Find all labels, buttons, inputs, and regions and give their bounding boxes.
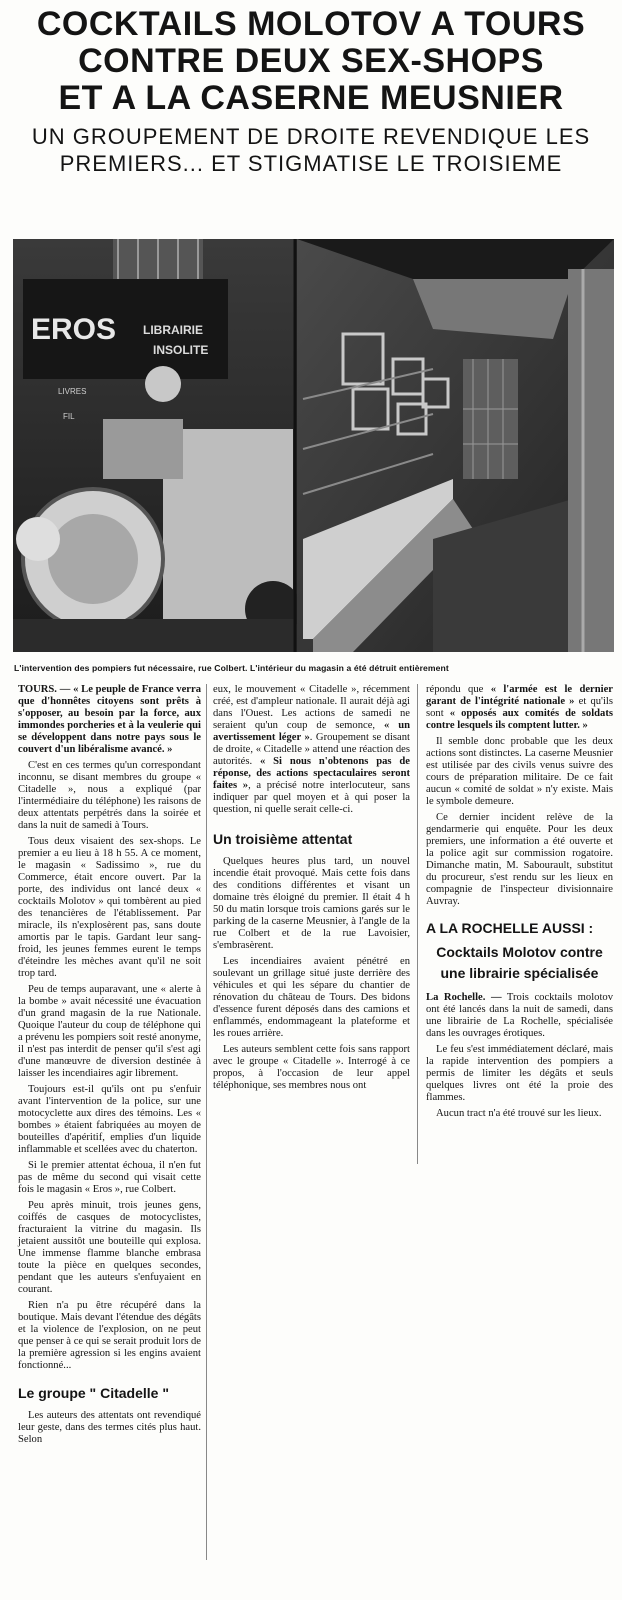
paragraph: Ce dernier incident relève de la gendarmerie qui enquête. Pour les deux premiers, une information a été ouverte et la police agit sur commission rogatoire. Dimanche matin, M. Sabourault, substitut du procureur, s'est rendu sur les lieux en compagnie de l'inspecteur divisionnaire Auvray.: [426, 812, 613, 907]
bold-quote: « l'armée est le dernier garant de l'intégrité nationale »: [426, 684, 613, 707]
article-column-1: [18, 684, 201, 1450]
subhead-line-2: PREMIERS... ET STIGMATISE LE TROISIEME: [59, 151, 563, 176]
headline-line-1: COCKTAILS MOLOTOV A TOURS: [36, 5, 586, 43]
news-photo: [13, 239, 614, 652]
text-run: , a précisé notre interlocuteur, sans indiquer par quel moyen et à qui poser la question, ni quelle serait celle-ci.: [213, 780, 410, 815]
paragraph: [18, 684, 201, 756]
paragraph: Les auteurs semblent cette fois sans rapport avec le groupe « Citadelle ». Interrogé à ce propos, à l'occasion de leur appel téléphonique, ses membres nous ont: [213, 1044, 410, 1091]
text-run: et qu'ils sont: [426, 696, 613, 719]
sign-livres: LIVRES: [58, 387, 87, 396]
subhead-line-1: UN GROUPEMENT DE DROITE REVENDIQUE LES: [31, 124, 591, 149]
column-divider: [417, 684, 418, 1164]
paragraph: [426, 684, 613, 732]
paragraph: Il semble donc probable que les deux actions sont distinctes. La caserne Meusnier est utilisée par des civils venus suivre des cours de préparation militaire. De ce fait aucun « comité de soldat » n'y existe. Mais le symbole demeure.: [426, 736, 613, 807]
text-run: . Groupement se disant de droite, « Citadelle » attend une réaction des autorités.: [213, 732, 410, 767]
paragraph: Les auteurs des attentats ont revendiqué leur geste, dans des termes cités plus haut. Selon: [18, 1410, 201, 1445]
photo-illustration: [13, 239, 614, 652]
paragraph: Aucun tract n'a été trouvé sur les lieux.: [436, 1108, 602, 1119]
text-run: répondu que: [426, 684, 484, 695]
paragraph: Peu après minuit, trois jeunes gens, coiffés de casques de motocyclistes, fracturaient la vitrine du magasin. Ils jetaient aussitôt une bouteille qui explosa. Une immense flamme blanche embrasa toute la pièce en quelques secondes, pendant que les auteurs s'enfuyaient en courant.: [18, 1200, 201, 1295]
paragraph: [213, 684, 410, 816]
bold-quote: « un avertissement léger »: [213, 720, 411, 743]
headline: [0, 0, 622, 117]
sign-insolite: INSOLITE: [153, 343, 209, 357]
paragraph: Quelques heures plus tard, un nouvel incendie était provoqué. Mais cette fois dans des conditions différentes et visant un domaine très éloigné du premier. Il était 4 h 50 du matin lorsque trois camions garés sur le parking de la caserne Meusnier, à l'angle de la rue Colbert et de la rue Lavoisier, s'embrasèrent.: [213, 856, 410, 951]
paragraph: [426, 992, 613, 1040]
bold-quote: « Si nous n'obtenons pas de réponse, des actions spectaculaires seront faites »: [213, 756, 410, 791]
headline-line-2: CONTRE DEUX SEX-SHOPS: [78, 42, 544, 80]
paragraph: Si le premier attentat échoua, il n'en fut pas de même du second qui visait cette fois le magasin « Eros », rue Colbert.: [18, 1160, 201, 1195]
paragraph: Peu de temps auparavant, une « alerte à la bombe » avait nécessité une évacuation d'un grand magasin de la rue Nationale. Quoique l'auteur du coup de téléphone qui a prévenu les pompiers soit resté anonyme, il n'est pas interdit de penser qu'il s'est agi d'une manœuvre de diversion destinée à laisser les incendiaires agir librement.: [18, 984, 201, 1079]
bold-quote: « opposés aux comités de soldats contre lesquels ils comptent lutter. »: [426, 708, 614, 731]
article-column-2: [213, 684, 410, 1096]
paragraph: Tous deux visaient des sex-shops. Le premier a eu lieu à 18 h 55. A ce moment, le magasin « Sadissimo », rue du Commerce, était encore ouvert. Par la porte, des individus ont lancé deux « cocktails Molotov » qui tombèrent au pied des tenancières de l'établissement. Par miracle, ils n'explosèrent pas, sans doute amortis par le tapis. Gardant leur sang-froid, les jeunes femmes eurent le temps d'éteindre les mèches avant qu'il ne soit trop tard.: [18, 836, 201, 979]
sidebar-heading: A LA ROCHELLE AUSSI :: [426, 920, 594, 936]
dateline: La Rochelle. —: [426, 992, 502, 1003]
paragraph: Le feu s'est immédiatement déclaré, mais la rapide intervention des pompiers a permis de limiter les dégâts et seuls quelques livres ont été la proie des flammes.: [426, 1044, 613, 1103]
paragraph: C'est en ces termes qu'un correspondant inconnu, se disant membres du groupe « Citadelle », nous a expliqué (par l'intermédiaire du téléphone) les raisons de deux attentats perpétrés dans la soirée et dans la nuit de samedi à Tours.: [18, 760, 201, 831]
paragraph: Toujours est-il qu'ils ont pu s'enfuir avant l'intervention de la police, sur une motocyclette aux dires des témoins. Les « bombes » étaient fabriquées au moyen de bouteilles d'apéritif, emplies d'un liquide inflammable et scellées avec du chaterton.: [18, 1084, 201, 1155]
article-column-3: [426, 684, 613, 1124]
lead-quote: « Le peuple de France verra que d'honnêtes citoyens sont prêts à s'opposer, au besoin par la force, aux immondes porcheries et à la veulerie qui se développent dans notre pays sous le couvert d'un libéralisme avancé. »: [18, 684, 202, 755]
sign-librairie: LIBRAIRIE: [143, 323, 203, 337]
paragraph: Rien n'a pu être récupéré dans la boutique. Mais devant l'étendue des dégâts et la violence de l'explosion, on ne peut que penser à ce qui se serait produit lors de la première agression si les engins avaient fonctionné...: [18, 1300, 201, 1371]
text-run: eux, le mouvement « Citadelle », récemment créé, est d'ampleur nationale. Il aurait déjà agi dans l'Ouest. Les actions de samedi ne seraient qu'un coup de semonce,: [213, 684, 410, 731]
subheadline: [8, 123, 614, 177]
text-run: Trois cocktails molotov ont été lancés dans la nuit de samedi, dans une librairie de La Rochelle, spécialisée dans les ouvrages érotiques.: [426, 992, 613, 1039]
sidebar-subheading: Cocktails Molotov contre une librairie spécialisée: [436, 944, 603, 981]
column-divider: [206, 684, 207, 1560]
headline-line-3: ET A LA CASERNE MEUSNIER: [58, 79, 564, 117]
paragraph: Les incendiaires avaient pénétré en soulevant un grillage situé juste derrière des véhicules et qui les sépare du chantier de rénovation du château de Tours. Des bidons d'essence furent déposés dans des camions et enflammés, endommageant la plateforme et les roues arrière.: [213, 956, 410, 1039]
dateline: TOURS. —: [18, 684, 71, 695]
sign-eros: EROS: [31, 313, 117, 346]
sign-fil: FIL: [63, 412, 75, 421]
section-heading: Un troisième attentat: [213, 831, 353, 847]
section-heading: Le groupe " Citadelle ": [18, 1385, 169, 1401]
photo-caption: L'intervention des pompiers fut nécessaire, rue Colbert. L'intérieur du magasin a été détruit entièrement: [14, 663, 449, 673]
